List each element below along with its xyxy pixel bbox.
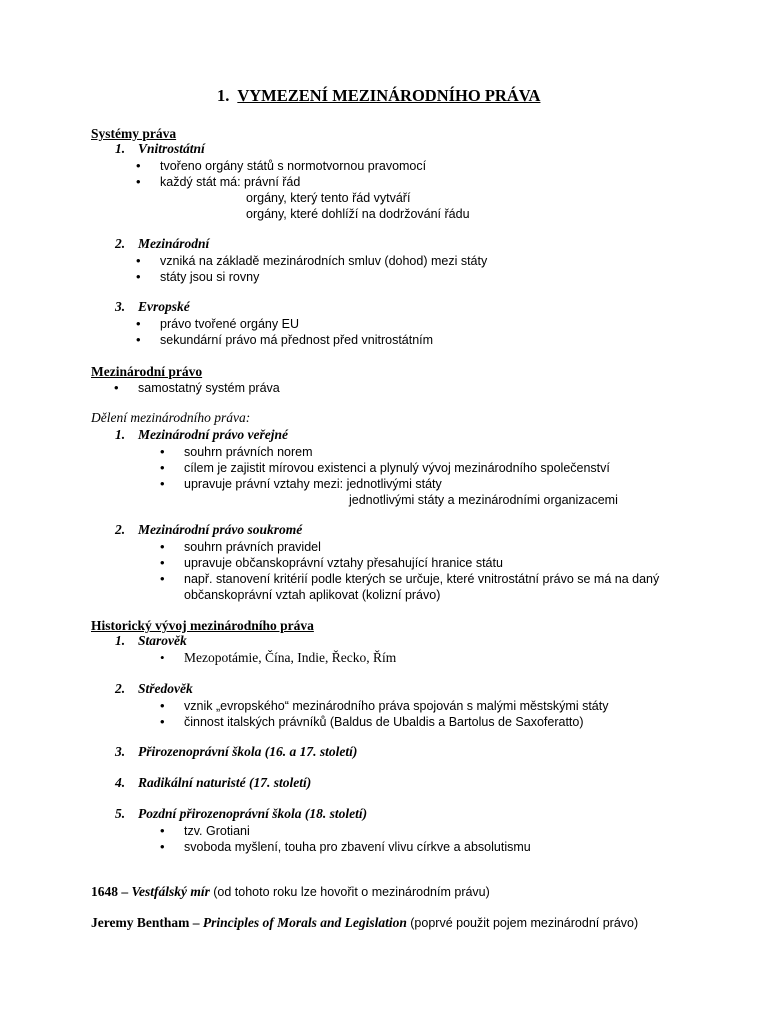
list-item: • samostatný systém práva bbox=[138, 380, 280, 396]
list-item: • každý stát má: právní řád bbox=[160, 174, 300, 190]
subheading-vnitrostatni: Vnitrostátní bbox=[138, 141, 205, 156]
list-item: • tzv. Grotiani bbox=[184, 823, 250, 839]
section-heading-international: Mezinárodní právo bbox=[91, 364, 203, 379]
list-number: 1. bbox=[115, 633, 126, 648]
list-number: 2. bbox=[115, 236, 126, 251]
subheading-public-law: Mezinárodní právo veřejné bbox=[138, 427, 288, 442]
list-item: • např. stanovení kritérií podle kterých se určuje, které vnitrostátní právo se má na daný bbox=[184, 571, 659, 587]
list-number: 3. bbox=[115, 299, 126, 314]
subheading-evropske: Evropské bbox=[138, 299, 190, 314]
footer-work: Principles of Morals and Legislation bbox=[202, 915, 407, 930]
footer-line-westphalia bbox=[91, 884, 490, 900]
list-item: • cílem je zajistit mírovou existenci a plynulý vývoj mezinárodního společenství bbox=[184, 460, 610, 476]
list-item: • činnost italských právníků (Baldus de Ubaldis a Bartolus de Saxoferatto) bbox=[184, 714, 584, 730]
subheading-natural-law: Přirozenoprávní škola (16. a 17. století) bbox=[138, 744, 358, 759]
subheading-mezinarodni: Mezinárodní bbox=[138, 236, 210, 251]
footer-author: Jeremy Bentham – bbox=[91, 915, 200, 930]
list-item: • souhrn právních pravidel bbox=[184, 539, 321, 555]
list-number: 1. bbox=[115, 427, 126, 442]
subheading-radical-naturists: Radikální naturisté (17. století) bbox=[138, 775, 312, 790]
list-item: • sekundární právo má přednost před vnitrostátním bbox=[160, 332, 433, 348]
footer-note: (od tohoto roku lze hovořit o mezinárodním právu) bbox=[213, 885, 490, 899]
footer-event: Vestfálský mír bbox=[131, 884, 210, 899]
title-text: VYMEZENÍ MEZINÁRODNÍHO PRÁVA bbox=[237, 86, 541, 105]
list-item: • svoboda myšlení, touha pro zbavení vlivu církve a absolutismu bbox=[184, 839, 531, 855]
subheading-private-law: Mezinárodní právo soukromé bbox=[138, 522, 303, 537]
document-title bbox=[217, 88, 540, 104]
subheading-antiquity: Starověk bbox=[138, 633, 187, 648]
list-item-continuation: orgány, které dohlíží na dodržování řádu bbox=[246, 207, 470, 221]
list-item: • právo tvořené orgány EU bbox=[160, 316, 299, 332]
title-number: 1. bbox=[217, 86, 230, 105]
list-number: 4. bbox=[115, 775, 126, 790]
list-item-continuation: občanskoprávní vztah aplikovat (kolizní právo) bbox=[184, 588, 441, 602]
list-item: • upravuje právní vztahy mezi: jednotlivými státy bbox=[184, 476, 442, 492]
list-item: • vznik „evropského“ mezinárodního práva spojován s malými městskými státy bbox=[184, 698, 608, 714]
division-label: Dělení mezinárodního práva: bbox=[91, 410, 251, 425]
list-item: • vzniká na základě mezinárodních smluv (dohod) mezi státy bbox=[160, 253, 487, 269]
subheading-middle-ages: Středověk bbox=[138, 681, 193, 696]
list-number: 2. bbox=[115, 681, 126, 696]
list-number: 5. bbox=[115, 806, 126, 821]
list-item-continuation: orgány, který tento řád vytváří bbox=[246, 191, 411, 205]
list-number: 1. bbox=[115, 141, 126, 156]
section-heading-history: Historický vývoj mezinárodního práva bbox=[91, 618, 314, 633]
footer-year: 1648 – bbox=[91, 884, 129, 899]
list-item-continuation: jednotlivými státy a mezinárodními organizacemi bbox=[349, 493, 618, 507]
list-number: 3. bbox=[115, 744, 126, 759]
list-item: • upravuje občanskoprávní vztahy přesahující hranice státu bbox=[184, 555, 503, 571]
subheading-late-natural-law: Pozdní přirozenoprávní škola (18. století) bbox=[138, 806, 368, 821]
footer-note: (poprvé použit pojem mezinárodní právo) bbox=[410, 916, 639, 930]
list-item: • souhrn právních norem bbox=[184, 444, 313, 460]
list-item: • Mezopotámie, Čína, Indie, Řecko, Řím bbox=[184, 650, 396, 666]
list-number: 2. bbox=[115, 522, 126, 537]
list-item: • státy jsou si rovny bbox=[160, 269, 259, 285]
list-item: • tvořeno orgány států s normotvornou pravomocí bbox=[160, 158, 426, 174]
footer-line-bentham bbox=[91, 915, 638, 931]
section-heading-systems: Systémy práva bbox=[91, 126, 177, 141]
